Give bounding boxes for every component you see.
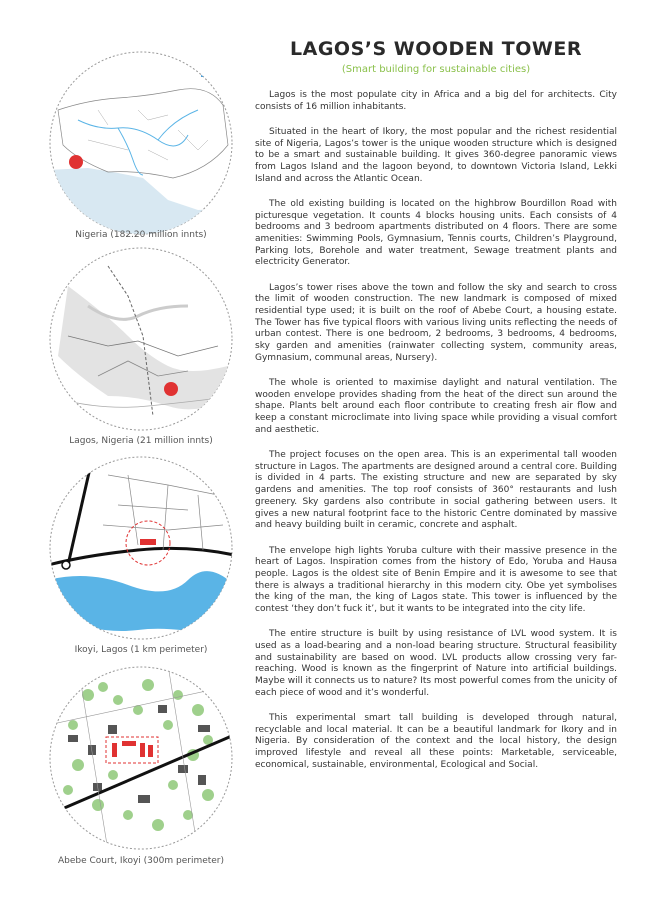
ikoyi-map xyxy=(48,455,234,641)
paragraph: Situated in the heart of Ikory, the most popular and the richest residential site of Nigeria, Lagos’s tower is the unique wooden structure which is designed to be a smart and sustainable building. It gives 360-degree panoramic views from Lagos Island and the lagoon beyond, to downtown Victoria Island, Lekki Island and across the Atlantic Ocean. xyxy=(255,126,617,184)
paragraph: The envelope high lights Yoruba culture with their massive presence in the heart of Lagos. Inspiration comes from the history of Edo, Yoruba and Hausa people. Lagos is the oldest site of Benin Empire and it is awesome to see that there is always a traditional hierarchy in this modern city. Obe yet symbolises the king of the man, the king of Lagos state. This tower is influenced by the contest ‘they don’t fuck it’, but it wants to be integrated into the city life. xyxy=(255,545,617,615)
body-text xyxy=(255,90,617,785)
lagos-map xyxy=(48,246,234,432)
paragraph: The entire structure is built by using resistance of LVL wood system. It is used as a load-bearing and a non-load bearing structure. Structural feasibility and sustainability are based on wood. LVL products allow crossing very far-reaching. Wood is known as the fingerprint of Nature into artificial buildings. Maybe will it connects us to nature? Its most powerful comes from the unicity of each piece of wood and it’s wonderful. xyxy=(255,629,617,698)
paragraph: Lagos is the most populate city in Africa and a big del for architects. City consists of 16 million inhabitants. xyxy=(255,90,617,112)
paragraph: Lagos’s tower rises above the town and follow the sky and search to cross the limit of wooden construction. The new landmark is composed of mixed residential type used; it is built on the roof of Abebe Court, a housing estate. The Tower has five typical floors with various living units reflecting the needs of urban contest. There is one bedroom, 2 bedrooms, 3 bedrooms, 4 bedrooms, sky garden and amenities (rainwater collecting system, community areas, Gymnasium, communal areas, Nursery). xyxy=(255,282,617,363)
ikoyi-caption: Ikoyi, Lagos (1 km perimeter) xyxy=(74,645,208,655)
paragraph: This experimental smart tall building is developed through natural, recyclable and local material. It can be a beautiful landmark for Ikory and in Nigeria. By consideration of the context and the local history, the design improved lifestyle and reveal all these points: Marketable, serviceable, economical, sustainable, environmental, Ecological and Social. xyxy=(255,712,617,770)
site-marker xyxy=(140,539,156,545)
lagos-caption: Lagos, Nigeria (21 million innts) xyxy=(69,436,213,446)
ikoyi-location-marker xyxy=(164,382,178,396)
paragraph: The old existing building is located on the highbrow Bourdillon Road with picturesque vegetation. It counts 4 blocks housing units. Each consists of 4 bedrooms and 3 bedroom apartments distributed on 4 floors. There are some amenities: Swimming Pools, Gymnasium, Tennis courts, Children’s Playground, Parking lots, Borehole and water treatment, Sewage treatment plants and electricity Generator. xyxy=(255,198,617,268)
abebe-court-map xyxy=(48,665,234,851)
page-title: LAGOS’S WOODEN TOWER xyxy=(290,38,582,60)
paragraph: The whole is oriented to maximise daylight and natural ventilation. The wooden envelope provides shading from the heat of the direct sun around the shape. Plants belt around each floor contribute to creating fresh air flow and keep a constant microclimate into living space while providing a visual comfort and aesthetic. xyxy=(255,378,617,435)
nigeria-caption: Nigeria (182.20 million innts) xyxy=(75,230,207,240)
abebe-caption: Abebe Court, Ikoyi (300m perimeter) xyxy=(57,856,225,866)
nigeria-map xyxy=(48,50,234,236)
lagos-location-marker xyxy=(69,155,83,169)
paragraph: The project focuses on the open area. This is an experimental tall wooden structure in Lagos. The apartments are designed around a central core. Building is divided in 4 parts. The existing structure and new are separated by sky gardens and amenities. The top roof consists of 360° restaurants and lush greenery. Sky gardens also contribute in social gathering between users. It gives a new natural footprint face to the historic Centre dominated by massive and heavy building built in ceramic, concrete and asphalt. xyxy=(255,450,617,531)
page-subtitle: (Smart building for sustainable cities) xyxy=(341,64,531,75)
